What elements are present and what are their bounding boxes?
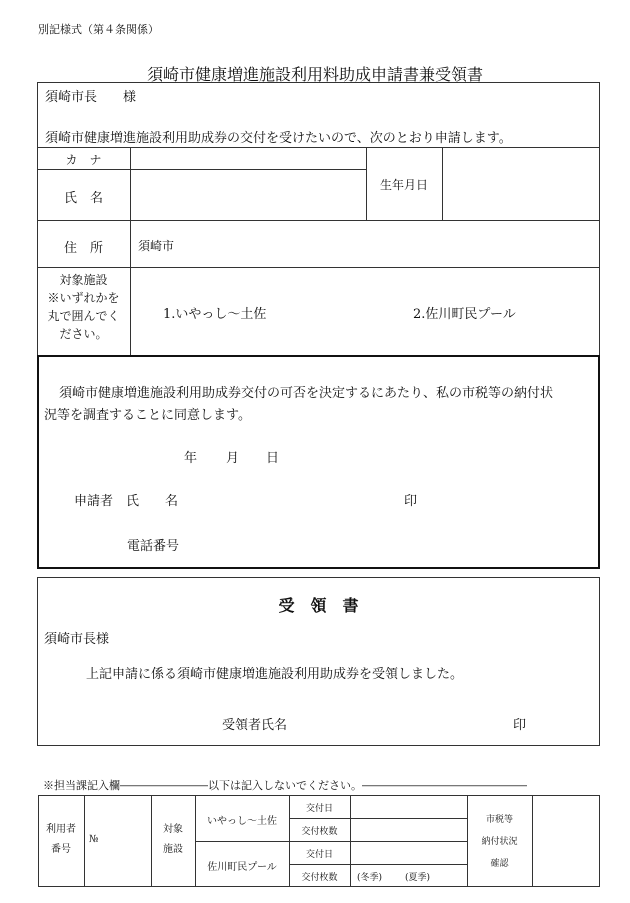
date-year-label: 年 [184,451,198,466]
receiver-seal-mark: 印 [513,718,527,733]
date-day-label: 日 [266,451,280,466]
tax-payment-check-line: 市税等 [485,815,513,825]
winter-count-label: (冬季) [357,873,383,883]
facility1-name: いやっし～土佐 [207,816,277,827]
kana-label: カ ナ [65,153,102,167]
facility-label-line: 対象施設 [59,273,108,287]
target-facility-label-line: 施設 [163,844,183,855]
facility-option-iyassi-tosa[interactable]: 1.いやっし～土佐 [163,307,267,322]
receipt-statement: 上記申請に係る須崎市健康増進施設利用助成券を受領しました。 [86,667,464,682]
tax-payment-check-label [467,809,532,875]
consent-text-line1: 須崎市健康増進施設利用助成券交付の可否を決定するにあたり、私の市税等の納付状 [59,386,554,401]
issue-date-label: 交付日 [305,850,333,860]
summer-count-label: (夏季) [405,873,431,883]
receipt-title: 受 領 書 [278,596,359,615]
facility-label-line: ださい。 [59,327,108,341]
applicant-label: 申請者 [74,494,114,509]
facility-option-sakawa-pool[interactable]: 2.佐川町民プール [413,307,516,322]
name-label: 氏 名 [63,191,103,206]
issue-count-label: 交付枚数 [301,827,338,837]
applicant-seal-mark: 印 [404,494,418,509]
tax-payment-check-line: 確認 [490,859,509,869]
number-label: № [89,834,99,845]
facility-label-line: 丸で囲んでく [47,309,120,323]
facility-label-line: ※いずれかを [47,291,120,305]
addressee: 須崎市長 様 [45,90,137,105]
applicant-name-label: 氏 名 [126,494,179,509]
issue-count-label: 交付枚数 [301,873,338,883]
office-use-note: ※担当課記入欄――――――――以下は記入しないでください。――――――――――――――― [43,779,527,792]
application-statement: 須崎市健康増進施設利用助成券の交付を受けたいので、次のとおり申請します。 [45,131,512,146]
target-facility-label-line: 対象 [163,824,183,835]
user-number-label-line: 利用者 [46,824,76,835]
page-title: 須崎市健康増進施設利用料助成申請書兼受領書 [146,65,483,84]
tax-payment-check-line: 納付状況 [481,837,518,847]
user-number-label [38,820,84,860]
phone-label: 電話番号 [127,539,180,554]
facility2-name: 佐川町民プール [207,862,277,873]
user-number-label-line: 番号 [51,844,71,855]
date-month-label: 月 [226,451,240,466]
receipt-addressee: 須崎市長様 [44,632,110,647]
target-facility-label [151,820,195,860]
issue-date-label: 交付日 [305,804,333,814]
consent-text-line2: 況等を調査することに同意します。 [44,408,251,423]
birthdate-label: 生年月日 [379,178,428,192]
form-reference: 別記様式（第４条関係） [38,23,159,36]
receiver-name-label: 受領者氏名 [222,718,288,733]
address-label: 住 所 [63,241,103,256]
address-field[interactable]: 須崎市 [138,239,175,253]
